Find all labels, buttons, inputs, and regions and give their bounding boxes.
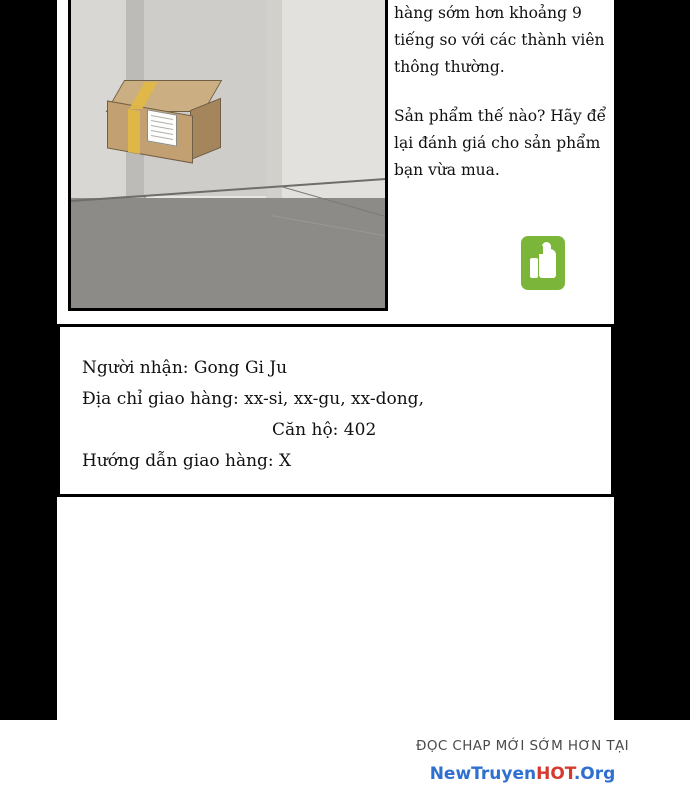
narration-paragraph-1: hàng sớm hơn khoảng 9 tiếng so với các thành viên thông thường. (394, 4, 605, 76)
page-gutter-left (0, 0, 57, 720)
address-line: Địa chỉ giao hàng: xx-si, xx-gu, xx-dong, (82, 389, 424, 409)
footer-content (355, 720, 690, 800)
footer-brand-tld: .Org (573, 764, 616, 784)
cardboard-parcel (107, 80, 227, 170)
thumbs-up-glyph (530, 246, 556, 279)
footer-tagline: ĐỌC CHAP MỚI SỚM HƠN TẠI (415, 738, 630, 754)
delivery-info-box (57, 324, 614, 497)
photo-panel-parcel-at-door (68, 0, 388, 311)
footer-watermark (0, 720, 690, 800)
footer-brand-main: NewTruyen (429, 764, 537, 784)
delivery-info-lines (60, 327, 611, 477)
narration-text-block (394, 0, 614, 206)
footer-brand[interactable] (355, 754, 690, 784)
narration-paragraph-2: Sản phẩm thế nào? Hãy để lại đánh giá cho sản phẩm bạn vừa mua. (394, 107, 607, 179)
footer-brand-hot: HOT (536, 764, 574, 784)
recipient-line: Người nhận: Gong Gi Ju (82, 358, 288, 378)
shipping-label (147, 109, 177, 146)
unit-line: Căn hộ: 402 (272, 420, 377, 440)
footer-blank-left (0, 720, 355, 800)
page-gutter-right (614, 0, 690, 720)
corridor-floor (71, 198, 388, 308)
thumbs-up-icon (521, 236, 565, 290)
instruction-line: Hướng dẫn giao hàng: X (82, 451, 292, 471)
parcel-tape-front (128, 109, 140, 154)
parcel-face-side (190, 98, 221, 161)
